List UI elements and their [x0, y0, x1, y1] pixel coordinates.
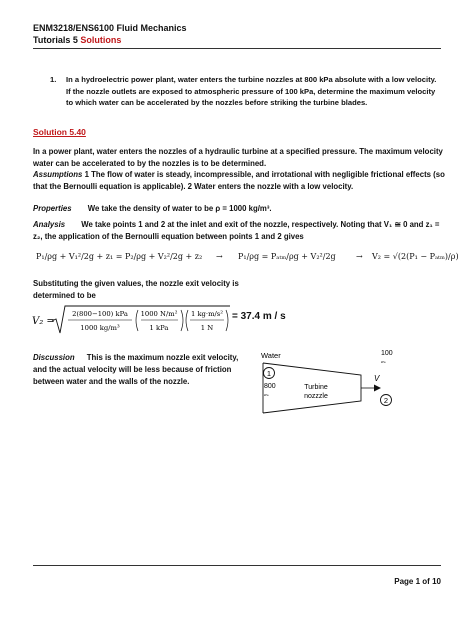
solutions-label: Solutions [80, 35, 122, 45]
properties-block [33, 203, 448, 215]
problem-line: If the nozzle outlets are exposed to atmospheric pressure of 100 kPa, determine the maximum velocity [66, 86, 436, 96]
tutorial-subtitle: Tutorials 5 Solutions [33, 35, 122, 45]
discussion-label: Discussion [33, 353, 75, 362]
denominator-conversion: 1 kPa [149, 324, 169, 332]
numerator-conversion: 1 kg·m/s² [190, 310, 224, 318]
numerator-main: 2(800−100) kPa [72, 310, 128, 318]
bernoulli-equation-full: P₁/ρg + V₁²/2g + z₁ = P₂/ρg + V₂²/2g + z₂ [36, 252, 203, 261]
velocity-label: V [374, 374, 380, 383]
assumptions-text: that the Bernoulli equation is applicable). 2 Water enters the nozzle with a low velocity. [33, 182, 354, 191]
v2-label: V₂ = [32, 316, 55, 327]
problem-statement [50, 74, 440, 109]
paren-close [226, 310, 228, 331]
paren-open [136, 310, 138, 331]
turbine-label: Turbine [304, 384, 328, 391]
nozzle-label: nozzzle [304, 393, 328, 400]
equation-arrow: → [216, 252, 223, 261]
properties-label: Properties [33, 204, 72, 213]
assumptions-block [33, 169, 448, 193]
discussion-text: and the actual velocity will be less because of friction [33, 365, 232, 374]
solution-intro [33, 146, 443, 170]
problem-line: In a hydroelectric power plant, water enters the turbine nozzles at 800 kPa absolute with a low velocity. [66, 75, 437, 84]
assumptions-text: 1 The flow of water is steady, incompressible, and irrotational with negligible frictional effects (so [84, 170, 445, 179]
solution-title: Solution 5.40 [33, 127, 86, 137]
properties-text: We take the density of water to be ρ = 1000 kg/m³. [87, 204, 272, 213]
outlet-pressure-unit: kPa [381, 361, 386, 364]
page-header [33, 22, 187, 46]
final-answer: = 37.4 m / s [232, 311, 286, 322]
analysis-text: We take points 1 and 2 at the inlet and exit of the nozzle, respectively. Noting that V₁ ≅ 0 and z₁ = [81, 220, 440, 229]
discussion-text: between water and the walls of the nozzle. [33, 377, 190, 386]
page-number: Page 1 of 10 [394, 577, 441, 586]
substitute-line: Substituting the given values, the nozzle exit velocity is [33, 279, 239, 288]
substitute-line: determined to be [33, 291, 96, 300]
numerator-conversion: 1000 N/m² [140, 310, 178, 318]
paren-open [186, 310, 188, 331]
point-1-label: 1 [266, 369, 272, 378]
point-2-label: 2 [383, 396, 389, 405]
footer-rule [33, 565, 441, 566]
denominator-conversion: 1 N [200, 324, 214, 332]
intro-line: water can be accelerated to by the nozzles is to be determined. [33, 159, 267, 168]
substitute-text [33, 278, 293, 302]
velocity-calculation [28, 303, 233, 337]
bernoulli-equation-reduced: P₁/ρg = Pₐₜₘ/ρg + V₂²/2g [238, 252, 336, 261]
inlet-pressure-unit: kPa [264, 394, 269, 397]
course-title: ENM3218/ENS6100 Fluid Mechanics [33, 23, 187, 33]
analysis-block [33, 219, 448, 243]
discussion-block [33, 352, 263, 388]
header-rule [33, 48, 441, 49]
intro-line: In a power plant, water enters the nozzles of a hydraulic turbine at a specified pressure. The maximum velocity [33, 147, 443, 156]
analysis-text: z₂, the application of the Bernoulli equation between points 1 and 2 gives [33, 232, 304, 241]
problem-number: 1. [50, 75, 57, 84]
assumptions-label: Assumptions [33, 170, 83, 179]
velocity-expression: V₂ = √(2(P₁ − Pₐₜₘ)/ρ) [372, 252, 459, 261]
paren-close [181, 310, 183, 331]
outlet-pressure: 100 [381, 350, 393, 357]
discussion-text: This is the maximum nozzle exit velocity, [86, 353, 239, 362]
denominator-main: 1000 kg/m³ [80, 324, 120, 332]
water-label: Water [261, 351, 281, 360]
equation-arrow: → [356, 252, 363, 261]
nozzle-diagram [255, 343, 400, 438]
problem-line: to which water can be accelerated by the nozzles before striking the turbine blades. [66, 98, 368, 107]
inlet-pressure: 800 [264, 383, 276, 390]
analysis-label: Analysis [33, 220, 66, 229]
velocity-arrow [374, 385, 381, 392]
